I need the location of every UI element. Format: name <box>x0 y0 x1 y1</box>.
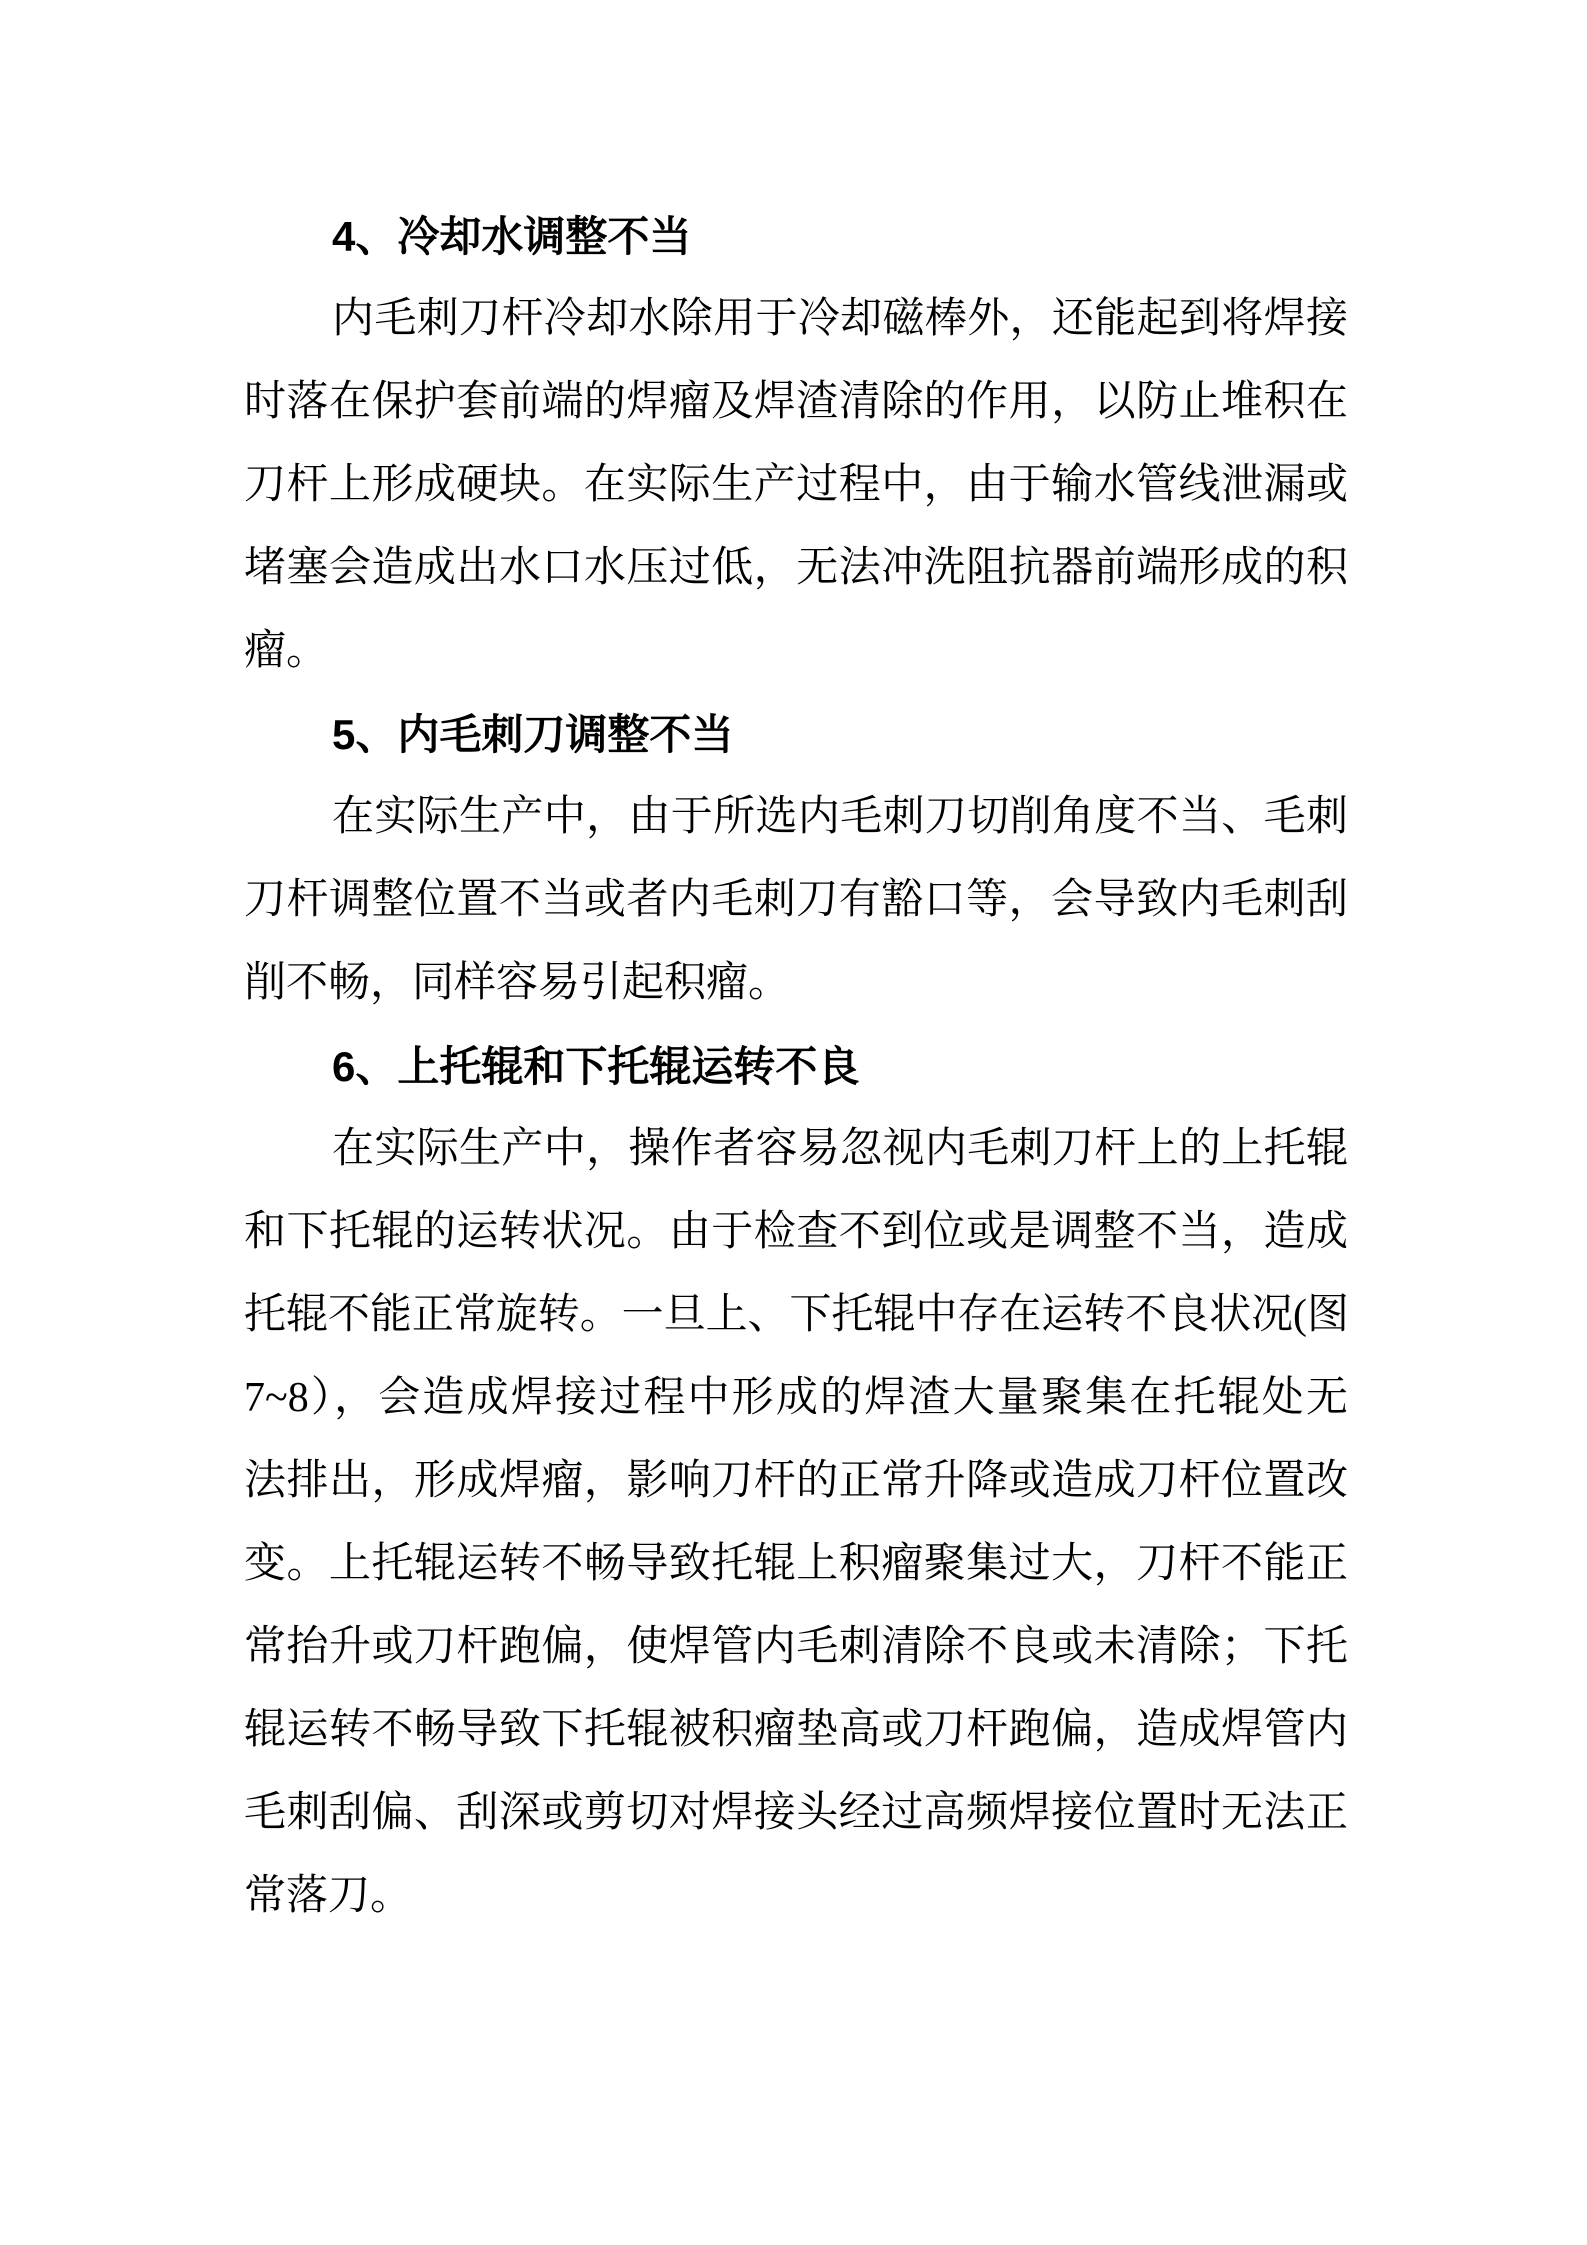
section-heading-5 <box>244 693 1348 776</box>
body-line: 和下托辊的运转状况。由于检查不到位或是调整不当，造成 <box>244 1209 1348 1255</box>
section-title: 冷却水调整不当 <box>397 215 692 261</box>
section-heading-4 <box>244 195 1348 278</box>
body-line: 7~8），会造成焊接过程中形成的焊渣大量聚集在托辊处无 <box>244 1375 1348 1421</box>
body-line: 刀杆上形成硬块。在实际生产过程中，由于输水管线泄漏或 <box>244 462 1348 508</box>
document-content <box>244 195 1348 1938</box>
body-line: 常抬升或刀杆跑偏，使焊管内毛刺清除不良或未清除；下托 <box>244 1624 1348 1670</box>
body-line: 变。上托辊运转不畅导致托辊上积瘤聚集过大，刀杆不能正 <box>244 1541 1348 1587</box>
body-line: 辊运转不畅导致下托辊被积瘤垫高或刀杆跑偏，造成焊管内 <box>244 1707 1348 1753</box>
section-title: 上托辊和下托辊运转不良 <box>397 1045 860 1091</box>
body-line: 刀杆调整位置不当或者内毛刺刀有豁口等，会导致内毛刺刮 <box>244 877 1348 923</box>
body-line: 在实际生产中，操作者容易忽视内毛刺刀杆上的上托辊 <box>332 1126 1348 1172</box>
body-line: 托辊不能正常旋转。一旦上、下托辊中存在运转不良状况(图 <box>244 1292 1348 1338</box>
section-heading-6 <box>244 1025 1348 1108</box>
body-line: 削不畅，同样容易引起积瘤。 <box>244 960 791 1006</box>
body-line: 法排出，形成焊瘤，影响刀杆的正常升降或造成刀杆位置改 <box>244 1458 1348 1504</box>
body-line: 在实际生产中，由于所选内毛刺刀切削角度不当、毛刺 <box>332 794 1348 840</box>
body-line: 堵塞会造成出水口水压过低，无法冲洗阻抗器前端形成的积 <box>244 545 1348 591</box>
body-line: 毛刺刮偏、刮深或剪切对焊接头经过高频焊接位置时无法正 <box>244 1790 1348 1836</box>
body-line: 内毛刺刀杆冷却水除用于冷却磁棒外，还能起到将焊接 <box>332 296 1348 342</box>
section-number: 4、 <box>332 213 398 260</box>
body-line: 瘤。 <box>244 628 329 674</box>
section-number: 6、 <box>332 1043 398 1090</box>
section-number: 5、 <box>332 711 398 758</box>
body-line: 时落在保护套前端的焊瘤及焊渣清除的作用，以防止堆积在 <box>244 379 1348 425</box>
section-title: 内毛刺刀调整不当 <box>397 713 734 759</box>
body-line: 常落刀。 <box>244 1873 413 1919</box>
